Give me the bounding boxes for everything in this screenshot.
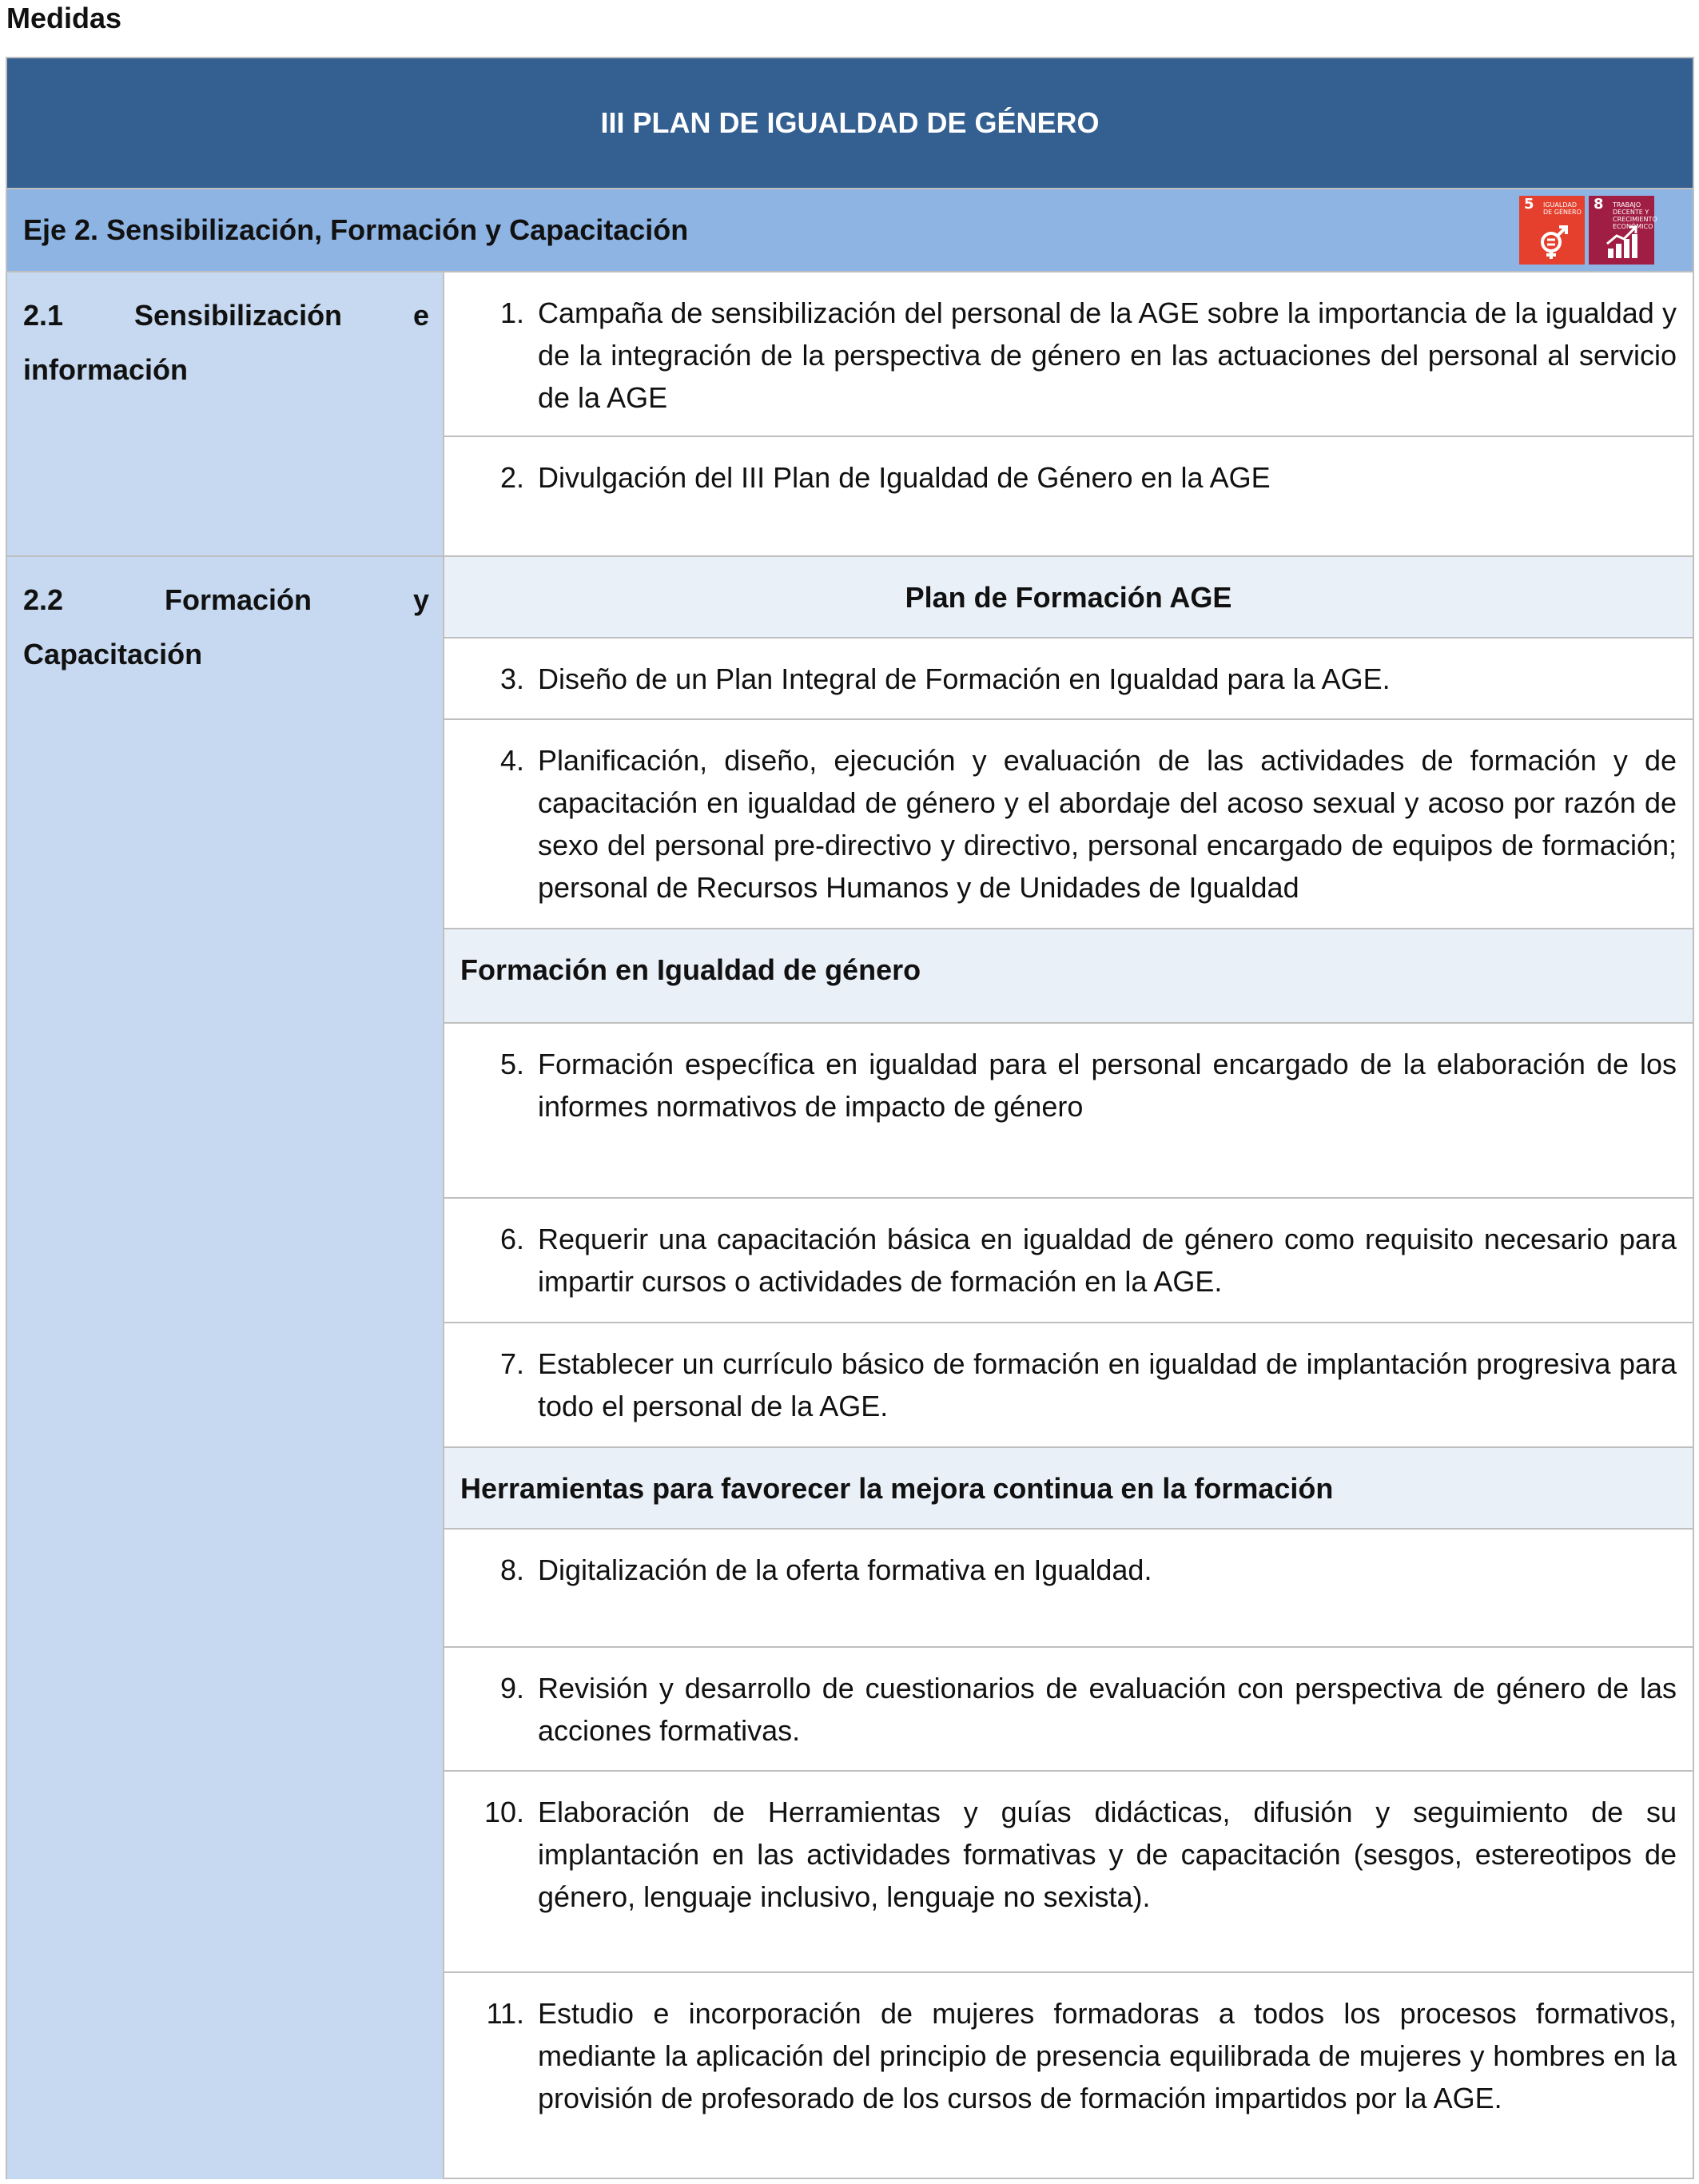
measure-number: 3.: [499, 662, 524, 695]
measure-number: 2.: [499, 461, 524, 494]
measure-text: Formación específica en igualdad para el personal encargado de la elaboración de los informes normativos de impacto de género: [538, 1048, 1677, 1123]
measure-text: Requerir una capacitación básica en igualdad de género como requisito necesario para impartir cursos o actividades de formación en la AGE.: [538, 1223, 1677, 1298]
plan-title: III PLAN DE IGUALDAD DE GÉNERO: [7, 58, 1693, 188]
subheading-row: [444, 1446, 1693, 1528]
measure-number: 6.: [499, 1223, 524, 1255]
measure-text: Divulgación del III Plan de Igualdad de Género en la AGE: [538, 461, 1271, 494]
subheading-row: [444, 555, 1693, 637]
measure-row: [444, 1022, 1693, 1197]
measure-text: Planificación, diseño, ejecución y evaluación de las actividades de formación y de capacitación en igualdad de género y el abordaje del acoso sexual y acoso por razón de sexo del personal pre-directivo y directivo, personal encargado de equipos de formación; personal de Recursos Humanos y de Unidades de Igualdad: [538, 744, 1677, 904]
measure-text: Revisión y desarrollo de cuestionarios de evaluación con perspectiva de género de las acciones formativas.: [538, 1672, 1677, 1747]
measure-row: [444, 1770, 1693, 1971]
measure-row: [444, 271, 1693, 436]
subheading: Plan de Formación AGE: [905, 581, 1232, 614]
measure-number: 8.: [499, 1553, 524, 1586]
measures-table: [6, 57, 1694, 2179]
section-label: 2.2 Formación y Capacitación: [23, 583, 429, 670]
subheading: Herramientas para favorecer la mejora continua en la formación: [460, 1472, 1334, 1505]
measure-row: [444, 1197, 1693, 1322]
measure-number: 7.: [499, 1347, 524, 1380]
sdg-icons: [1519, 196, 1657, 265]
measure-number: 11.: [486, 1997, 524, 2030]
measure-row: [444, 1322, 1693, 1446]
section-label: 2.1 Sensibilización e información: [23, 299, 429, 386]
section-label-cell: [7, 555, 444, 2179]
economic-growth-icon: 8 TRABAJO DECENTE Y CRECIMIENTO ECONÓMICO: [1589, 196, 1654, 265]
measure-text: Campaña de sensibilización del personal de la AGE sobre la importancia de la igualdad y de la integración de la perspectiva de género en las actuaciones del personal al servicio de la AGE: [538, 296, 1677, 414]
measure-row: [444, 1971, 1693, 2178]
measure-number: 10.: [483, 1796, 524, 1828]
measure-number: 5.: [499, 1048, 524, 1080]
measure-number: 9.: [499, 1672, 524, 1705]
measure-row: [444, 1646, 1693, 1770]
subheading: Formación en Igualdad de género: [460, 953, 921, 986]
measure-row: [444, 1528, 1693, 1646]
measure-text: Elaboración de Herramientas y guías didácticas, difusión y seguimiento de su implantación en las actividades formativas y de capacitación (sesgos, estereotipos de género, lenguaje inclusivo, lenguaje no sexista).: [538, 1796, 1677, 1913]
measure-row: [444, 718, 1693, 928]
measure-text: Estudio e incorporación de mujeres formadoras a todos los procesos formativos, mediante la aplicación del principio de presencia equilibrada de mujeres y hombres en la provisión de profesorado de los cursos de formación impartidos por la AGE.: [538, 1997, 1677, 2114]
axis-row: [7, 188, 1693, 271]
measure-row: [444, 637, 1693, 718]
measure-text: Digitalización de la oferta formativa en Igualdad.: [538, 1553, 1152, 1586]
measure-row: [444, 436, 1693, 555]
page-heading: Medidas: [6, 2, 122, 34]
axis-title: Eje 2. Sensibilización, Formación y Capacitación: [23, 213, 689, 246]
measure-text: Establecer un currículo básico de formación en igualdad de implantación progresiva para todo el personal de la AGE.: [538, 1347, 1677, 1422]
measure-text: Diseño de un Plan Integral de Formación en Igualdad para la AGE.: [538, 662, 1391, 695]
section-label-cell: [7, 271, 444, 555]
gender-equality-icon: 5 IGUALDAD DE GÉNERO: [1519, 196, 1585, 265]
measure-number: 1.: [499, 296, 524, 329]
subheading-row: [444, 928, 1693, 1022]
measure-number: 4.: [499, 744, 524, 777]
